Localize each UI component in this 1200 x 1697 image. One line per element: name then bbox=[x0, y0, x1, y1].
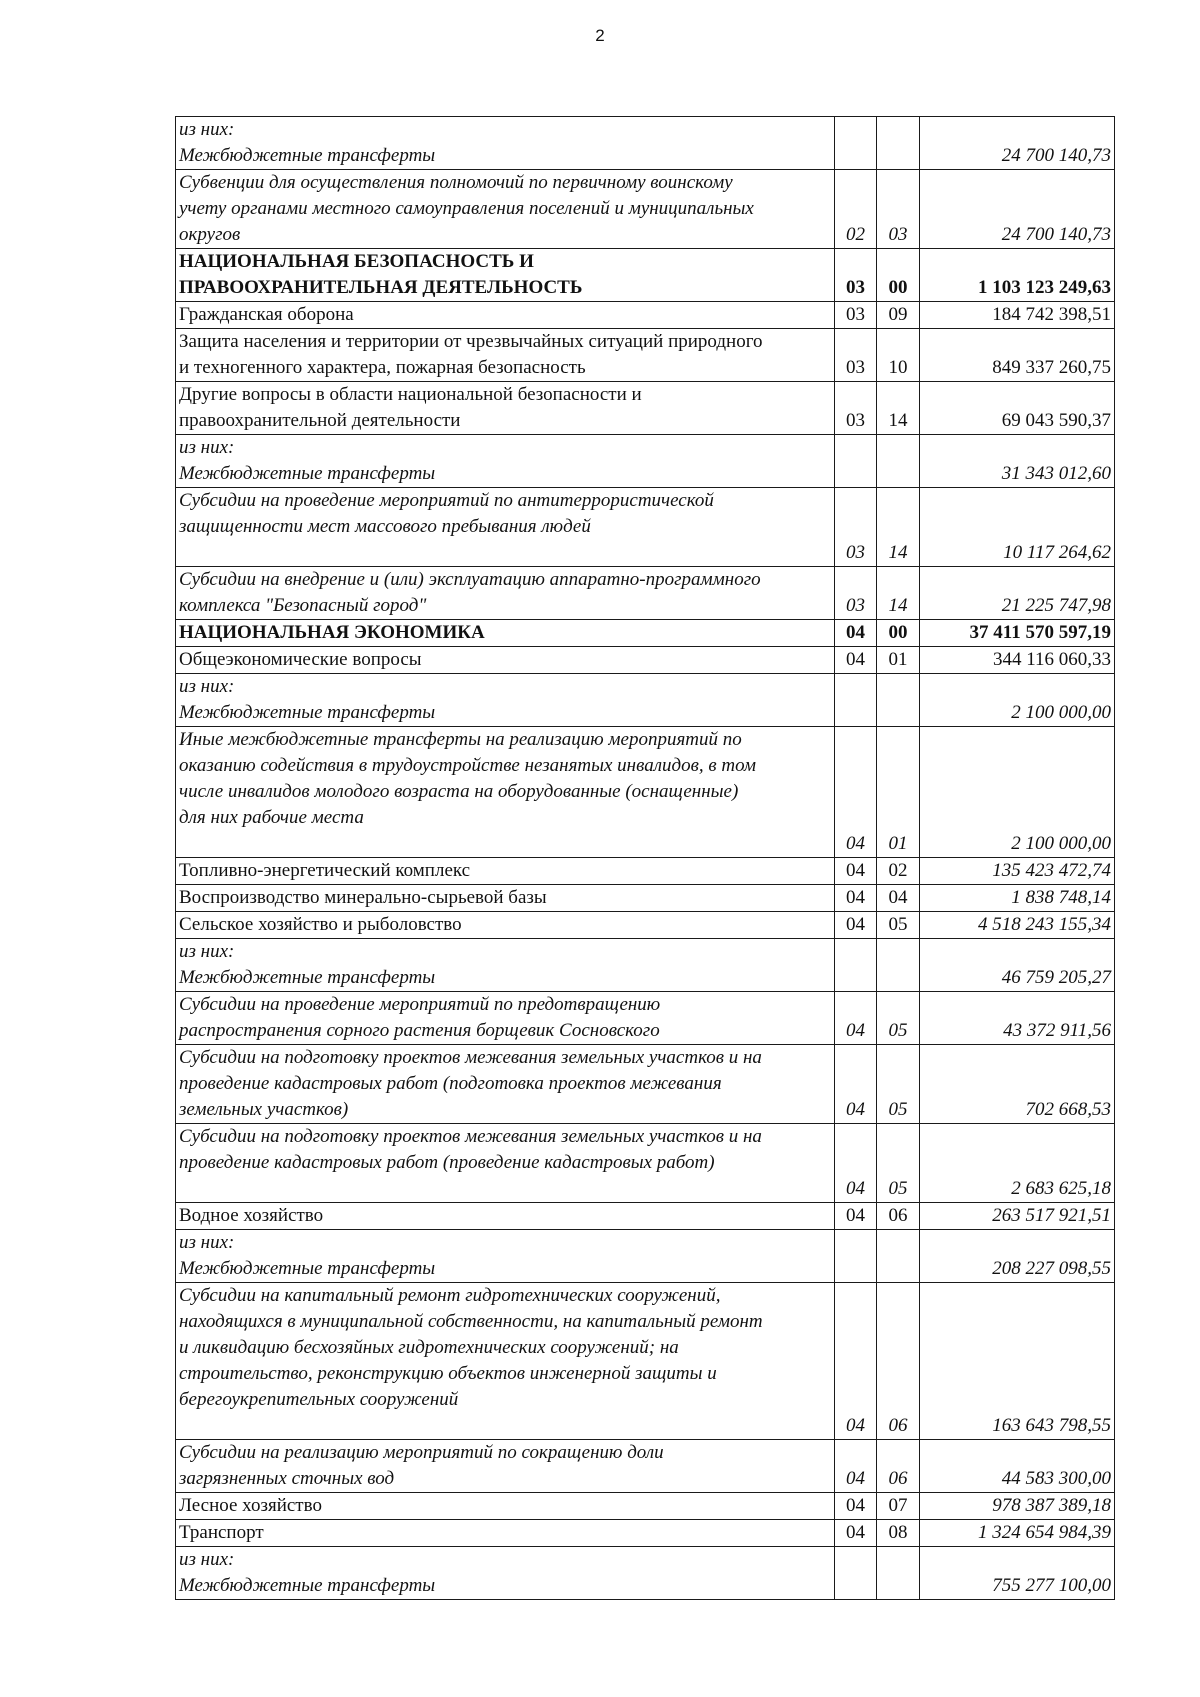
subsection-code-cell: 14 bbox=[877, 382, 920, 435]
amount-cell: 344 116 060,33 bbox=[920, 647, 1115, 674]
section-code-cell: 04 bbox=[835, 1440, 877, 1493]
row-name-line bbox=[179, 1413, 831, 1439]
amount-cell: 849 337 260,75 bbox=[920, 329, 1115, 382]
table-row bbox=[176, 1203, 1115, 1230]
row-name-cell bbox=[176, 858, 835, 885]
table-row bbox=[176, 1045, 1115, 1124]
section-code-cell: 04 bbox=[835, 858, 877, 885]
subsection-code-cell bbox=[877, 939, 920, 992]
amount-cell: 135 423 472,74 bbox=[920, 858, 1115, 885]
row-name-line: Межбюджетные трансферты bbox=[179, 1575, 436, 1596]
row-name-line: Водное хозяйство bbox=[179, 1205, 324, 1226]
row-name-cell bbox=[176, 885, 835, 912]
subsection-code-cell bbox=[877, 435, 920, 488]
row-name-line bbox=[179, 540, 831, 566]
table-row bbox=[176, 620, 1115, 647]
row-name-line: Межбюджетные трансферты bbox=[179, 1258, 436, 1279]
section-code-cell: 04 bbox=[835, 1045, 877, 1124]
section-code-cell: 03 bbox=[835, 567, 877, 620]
row-name-line: из них: bbox=[179, 1549, 235, 1570]
row-name-line: Субсидии на проведение мероприятий по предотвращению bbox=[179, 994, 661, 1015]
section-code-cell bbox=[835, 939, 877, 992]
row-name-cell bbox=[176, 727, 835, 858]
row-name-line: Субсидии на подготовку проектов межевания земельных участков и на bbox=[179, 1047, 762, 1068]
section-code-cell: 04 bbox=[835, 1124, 877, 1203]
subsection-code-cell: 01 bbox=[877, 727, 920, 858]
row-name-cell bbox=[176, 302, 835, 329]
row-name-line: учету органами местного самоуправления поселений и муниципальных bbox=[179, 198, 754, 219]
row-name-line: защищенности мест массового пребывания людей bbox=[179, 516, 591, 537]
row-name-line: Субвенции для осуществления полномочий по первичному воинскому bbox=[179, 172, 733, 193]
row-name-line: Другие вопросы в области национальной безопасности и bbox=[179, 384, 642, 405]
row-name-cell bbox=[176, 1203, 835, 1230]
row-name-line bbox=[179, 1176, 831, 1202]
amount-cell: 4 518 243 155,34 bbox=[920, 912, 1115, 939]
row-name-line: Субсидии на капитальный ремонт гидротехнических сооружений, bbox=[179, 1285, 721, 1306]
row-name-cell bbox=[176, 329, 835, 382]
section-code-cell: 04 bbox=[835, 912, 877, 939]
row-name-line: находящихся в муниципальной собственности, на капитальный ремонт bbox=[179, 1311, 763, 1332]
subsection-code-cell bbox=[877, 1230, 920, 1283]
row-name-line: Межбюджетные трансферты bbox=[179, 967, 436, 988]
row-name-line: правоохранительной деятельности bbox=[179, 410, 461, 431]
table-row bbox=[176, 1124, 1115, 1203]
row-name-line: загрязненных сточных вод bbox=[179, 1468, 395, 1489]
amount-cell: 10 117 264,62 bbox=[920, 488, 1115, 567]
row-name-cell bbox=[176, 1547, 835, 1600]
amount-cell: 184 742 398,51 bbox=[920, 302, 1115, 329]
table-row bbox=[176, 912, 1115, 939]
row-name-line: Субсидии на подготовку проектов межевания земельных участков и на bbox=[179, 1126, 762, 1147]
row-name-cell bbox=[176, 1440, 835, 1493]
section-code-cell: 04 bbox=[835, 885, 877, 912]
row-name-line: проведение кадастровых работ (проведение кадастровых работ) bbox=[179, 1152, 715, 1173]
row-name-cell bbox=[176, 647, 835, 674]
table-row bbox=[176, 488, 1115, 567]
table-row bbox=[176, 435, 1115, 488]
section-code-cell: 04 bbox=[835, 1520, 877, 1547]
row-name-cell bbox=[176, 488, 835, 567]
amount-cell: 44 583 300,00 bbox=[920, 1440, 1115, 1493]
table-row bbox=[176, 647, 1115, 674]
row-name-cell bbox=[176, 1493, 835, 1520]
table-row bbox=[176, 249, 1115, 302]
page-number: 2 bbox=[595, 26, 605, 45]
row-name-line: Межбюджетные трансферты bbox=[179, 702, 436, 723]
row-name-line: Воспроизводство минерально-сырьевой базы bbox=[179, 887, 547, 908]
row-name-line: округов bbox=[179, 224, 241, 245]
row-name-line: НАЦИОНАЛЬНАЯ ЭКОНОМИКА bbox=[179, 622, 485, 643]
amount-cell: 24 700 140,73 bbox=[920, 117, 1115, 170]
section-code-cell bbox=[835, 1547, 877, 1600]
amount-cell: 2 100 000,00 bbox=[920, 674, 1115, 727]
row-name-line: земельных участков) bbox=[179, 1099, 349, 1120]
section-code-cell: 03 bbox=[835, 302, 877, 329]
subsection-code-cell: 10 bbox=[877, 329, 920, 382]
subsection-code-cell: 00 bbox=[877, 249, 920, 302]
row-name-line: Транспорт bbox=[179, 1522, 264, 1543]
subsection-code-cell: 05 bbox=[877, 912, 920, 939]
amount-cell: 702 668,53 bbox=[920, 1045, 1115, 1124]
table-row bbox=[176, 1230, 1115, 1283]
table-row bbox=[176, 1547, 1115, 1600]
amount-cell: 46 759 205,27 bbox=[920, 939, 1115, 992]
row-name-line: оказанию содействия в трудоустройстве незанятых инвалидов, в том bbox=[179, 755, 756, 776]
section-code-cell: 04 bbox=[835, 1283, 877, 1440]
row-name-cell bbox=[176, 382, 835, 435]
budget-table bbox=[175, 116, 1115, 1600]
amount-cell: 31 343 012,60 bbox=[920, 435, 1115, 488]
subsection-code-cell: 07 bbox=[877, 1493, 920, 1520]
section-code-cell: 03 bbox=[835, 329, 877, 382]
row-name-cell bbox=[176, 992, 835, 1045]
row-name-line: распространения сорного растения борщевик Сосновского bbox=[179, 1020, 660, 1041]
subsection-code-cell: 01 bbox=[877, 647, 920, 674]
amount-cell: 263 517 921,51 bbox=[920, 1203, 1115, 1230]
row-name-line: комплекса "Безопасный город" bbox=[179, 595, 427, 616]
table-row bbox=[176, 674, 1115, 727]
row-name-line: числе инвалидов молодого возраста на оборудованные (оснащенные) bbox=[179, 781, 739, 802]
table-row bbox=[176, 992, 1115, 1045]
subsection-code-cell: 06 bbox=[877, 1203, 920, 1230]
row-name-line: проведение кадастровых работ (подготовка проектов межевания bbox=[179, 1073, 722, 1094]
subsection-code-cell bbox=[877, 674, 920, 727]
row-name-line: Иные межбюджетные трансферты на реализацию мероприятий по bbox=[179, 729, 742, 750]
amount-cell: 21 225 747,98 bbox=[920, 567, 1115, 620]
subsection-code-cell: 06 bbox=[877, 1440, 920, 1493]
table-row bbox=[176, 382, 1115, 435]
row-name-line: Субсидии на внедрение и (или) эксплуатацию аппаратно-программного bbox=[179, 569, 761, 590]
row-name-line: из них: bbox=[179, 1232, 235, 1253]
section-code-cell: 04 bbox=[835, 620, 877, 647]
subsection-code-cell bbox=[877, 117, 920, 170]
table-row bbox=[176, 727, 1115, 858]
row-name-line: ПРАВООХРАНИТЕЛЬНАЯ ДЕЯТЕЛЬНОСТЬ bbox=[179, 277, 583, 298]
row-name-line bbox=[179, 831, 831, 857]
row-name-line: для них рабочие места bbox=[179, 807, 364, 828]
section-code-cell: 04 bbox=[835, 1203, 877, 1230]
section-code-cell bbox=[835, 674, 877, 727]
subsection-code-cell: 05 bbox=[877, 1124, 920, 1203]
subsection-code-cell: 08 bbox=[877, 1520, 920, 1547]
section-code-cell: 03 bbox=[835, 249, 877, 302]
subsection-code-cell: 00 bbox=[877, 620, 920, 647]
table-row bbox=[176, 1520, 1115, 1547]
subsection-code-cell: 05 bbox=[877, 992, 920, 1045]
table-row bbox=[176, 302, 1115, 329]
row-name-line: из них: bbox=[179, 941, 235, 962]
table-row bbox=[176, 1283, 1115, 1440]
amount-cell: 1 838 748,14 bbox=[920, 885, 1115, 912]
table-row bbox=[176, 329, 1115, 382]
section-code-cell: 04 bbox=[835, 1493, 877, 1520]
subsection-code-cell: 03 bbox=[877, 170, 920, 249]
row-name-line: Сельское хозяйство и рыболовство bbox=[179, 914, 462, 935]
subsection-code-cell: 02 bbox=[877, 858, 920, 885]
table-row bbox=[176, 858, 1115, 885]
row-name-line: Общеэкономические вопросы bbox=[179, 649, 422, 670]
row-name-cell bbox=[176, 939, 835, 992]
row-name-line: Топливно-энергетический комплекс bbox=[179, 860, 471, 881]
row-name-line: из них: bbox=[179, 119, 235, 140]
table-row bbox=[176, 885, 1115, 912]
section-code-cell: 03 bbox=[835, 488, 877, 567]
row-name-line: Субсидии на реализацию мероприятий по сокращению доли bbox=[179, 1442, 664, 1463]
section-code-cell bbox=[835, 435, 877, 488]
row-name-line: берегоукрепительных сооружений bbox=[179, 1389, 459, 1410]
row-name-cell bbox=[176, 567, 835, 620]
table-row bbox=[176, 170, 1115, 249]
row-name-line: Гражданская оборона bbox=[179, 304, 354, 325]
row-name-cell bbox=[176, 1230, 835, 1283]
row-name-cell bbox=[176, 674, 835, 727]
row-name-line: Защита населения и территории от чрезвычайных ситуаций природного bbox=[179, 331, 763, 352]
section-code-cell: 02 bbox=[835, 170, 877, 249]
row-name-cell bbox=[176, 620, 835, 647]
row-name-cell bbox=[176, 117, 835, 170]
row-name-cell bbox=[176, 912, 835, 939]
row-name-line: и техногенного характера, пожарная безопасность bbox=[179, 357, 586, 378]
row-name-cell bbox=[176, 435, 835, 488]
subsection-code-cell: 14 bbox=[877, 567, 920, 620]
amount-cell: 24 700 140,73 bbox=[920, 170, 1115, 249]
row-name-cell bbox=[176, 1045, 835, 1124]
section-code-cell: 03 bbox=[835, 382, 877, 435]
row-name-cell bbox=[176, 249, 835, 302]
subsection-code-cell: 05 bbox=[877, 1045, 920, 1124]
amount-cell: 163 643 798,55 bbox=[920, 1283, 1115, 1440]
row-name-cell bbox=[176, 1283, 835, 1440]
amount-cell: 1 103 123 249,63 bbox=[920, 249, 1115, 302]
subsection-code-cell bbox=[877, 1547, 920, 1600]
row-name-cell bbox=[176, 1520, 835, 1547]
amount-cell: 755 277 100,00 bbox=[920, 1547, 1115, 1600]
row-name-line: из них: bbox=[179, 437, 235, 458]
table-row bbox=[176, 567, 1115, 620]
section-code-cell: 04 bbox=[835, 647, 877, 674]
amount-cell: 208 227 098,55 bbox=[920, 1230, 1115, 1283]
amount-cell: 69 043 590,37 bbox=[920, 382, 1115, 435]
row-name-line: строительство, реконструкцию объектов инженерной защиты и bbox=[179, 1363, 717, 1384]
row-name-cell bbox=[176, 1124, 835, 1203]
amount-cell: 37 411 570 597,19 bbox=[920, 620, 1115, 647]
amount-cell: 978 387 389,18 bbox=[920, 1493, 1115, 1520]
amount-cell: 1 324 654 984,39 bbox=[920, 1520, 1115, 1547]
amount-cell: 2 100 000,00 bbox=[920, 727, 1115, 858]
row-name-line: Субсидии на проведение мероприятий по антитеррористической bbox=[179, 490, 714, 511]
budget-table-body bbox=[176, 117, 1115, 1600]
section-code-cell bbox=[835, 117, 877, 170]
section-code-cell: 04 bbox=[835, 992, 877, 1045]
amount-cell: 2 683 625,18 bbox=[920, 1124, 1115, 1203]
row-name-line: из них: bbox=[179, 676, 235, 697]
amount-cell: 43 372 911,56 bbox=[920, 992, 1115, 1045]
table-row bbox=[176, 939, 1115, 992]
table-row bbox=[176, 117, 1115, 170]
row-name-line: и ликвидацию бесхозяйных гидротехнических сооружений; на bbox=[179, 1337, 679, 1358]
subsection-code-cell: 09 bbox=[877, 302, 920, 329]
row-name-cell bbox=[176, 170, 835, 249]
table-row bbox=[176, 1493, 1115, 1520]
subsection-code-cell: 14 bbox=[877, 488, 920, 567]
section-code-cell: 04 bbox=[835, 727, 877, 858]
subsection-code-cell: 06 bbox=[877, 1283, 920, 1440]
row-name-line: Межбюджетные трансферты bbox=[179, 463, 436, 484]
row-name-line: Межбюджетные трансферты bbox=[179, 145, 436, 166]
subsection-code-cell: 04 bbox=[877, 885, 920, 912]
row-name-line: НАЦИОНАЛЬНАЯ БЕЗОПАСНОСТЬ И bbox=[179, 251, 534, 272]
section-code-cell bbox=[835, 1230, 877, 1283]
row-name-line: Лесное хозяйство bbox=[179, 1495, 322, 1516]
table-row bbox=[176, 1440, 1115, 1493]
